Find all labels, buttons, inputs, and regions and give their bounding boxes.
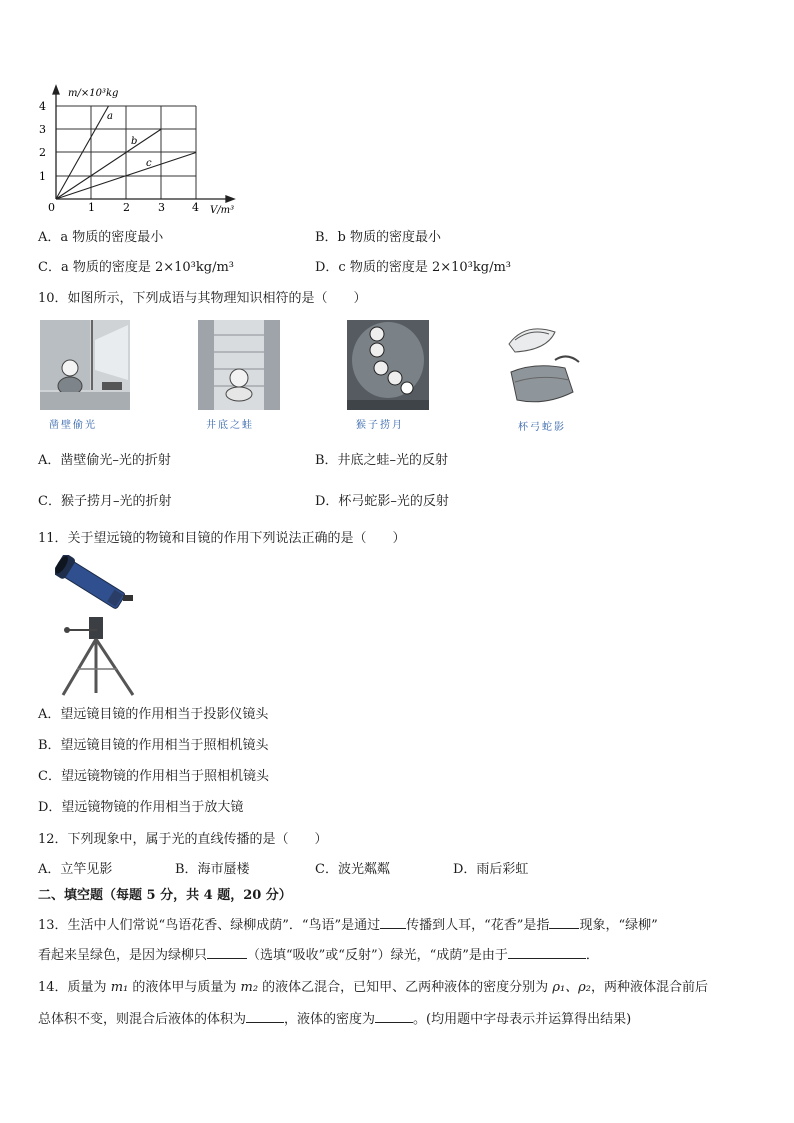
q12-option-c[interactable]: C．波光粼粼 [315,862,390,877]
axes [53,86,234,202]
q12-option-b[interactable]: B．海市蜃楼 [175,862,250,877]
answer-blank[interactable] [380,916,406,929]
well-frog-picture [198,320,280,410]
q11-option-a[interactable]: A．望远镜目镜的作用相当于投影仪镜头 [38,707,269,722]
caption-1: 凿壁偷光 [49,420,97,431]
q13-line1 [38,916,658,934]
caption-2: 井底之蛙 [206,420,254,431]
monkeys-moon-picture [347,320,429,410]
y-tick: 2 [39,146,46,159]
q9-option-d[interactable]: D．c 物质的密度是 2×10³kg/m³ [315,260,512,275]
chiseling-wall-picture [40,320,130,410]
x-tick: 1 [88,201,95,214]
q14-text: ，液体的密度为 [284,1012,376,1027]
q14-text: ，两种液体混合前后 [591,980,709,995]
line-label-c: c [146,158,152,169]
q14-line2 [38,1010,631,1028]
q14-text: 14．质量为 [38,980,111,995]
q10-option-c[interactable]: C．猴子捞月–光的折射 [38,494,172,509]
q14-text: 总体积不变，则混合后液体的体积为 [38,1012,247,1027]
caption-4: 杯弓蛇影 [518,422,566,433]
x-tick: 2 [123,201,130,214]
q14-text: 的液体乙混合，已知甲、乙两种液体的密度分别为 [258,980,553,995]
section-title: 二、填空题（每题 5 分，共 4 题，20 分） [38,888,292,903]
q14-var-rho: ρ₁、ρ₂ [552,980,592,995]
q13-text: （选填“吸收”或“反射”）绿光，“成荫”是由于 [247,948,508,963]
caption-3: 猴子捞月 [356,420,404,431]
answer-blank[interactable] [508,946,586,959]
q14-line1 [38,980,708,996]
q9-option-c[interactable]: C．a 物质的密度是 2×10³kg/m³ [38,260,234,275]
q11-option-c[interactable]: C．望远镜物镜的作用相当于照相机镜头 [38,769,269,784]
x-axis-label: V/m³ [210,205,235,216]
q13-text: ． [585,948,599,963]
q10-option-d[interactable]: D．杯弓蛇影–光的反射 [315,494,449,509]
q12-option-d[interactable]: D．雨后彩虹 [453,862,529,877]
q14-text: 的液体甲与质量为 [128,980,241,995]
density-graph [30,82,260,217]
bow-cup-picture [495,322,585,410]
y-tick: 1 [39,170,46,183]
y-tick: 4 [39,100,46,113]
q13-text: 13．生活中人们常说“鸟语花香、绿柳成荫”．“鸟语”是通过 [38,918,381,933]
y-axis-label: m/×10³kg [68,88,119,99]
y-tick: 3 [39,123,46,136]
q14-var-m2: m₂ [240,980,259,995]
q9-option-b[interactable]: B．b 物质的密度最小 [315,230,442,245]
q11-option-b[interactable]: B．望远镜目镜的作用相当于照相机镜头 [38,738,269,753]
answer-blank[interactable] [246,1010,284,1023]
answer-blank[interactable] [207,946,247,959]
q12-option-a[interactable]: A．立竿见影 [38,862,113,877]
q11-stem: 11．关于望远镜的物镜和目镜的作用下列说法正确的是（ ） [38,531,406,546]
q14-var-m1: m₁ [110,980,129,995]
line-label-b: b [131,136,138,147]
x-tick: 3 [158,201,165,214]
line-label-a: a [107,111,113,122]
q10-stem: 10．如图所示，下列成语与其物理知识相符的是（ ） [38,291,367,306]
telescope-picture [55,555,145,700]
q11-option-d[interactable]: D．望远镜物镜的作用相当于放大镜 [38,800,244,815]
answer-blank[interactable] [549,916,579,929]
answer-blank[interactable] [375,1010,413,1023]
q13-text: 看起来呈绿色，是因为绿柳只 [38,948,208,963]
q10-option-b[interactable]: B．井底之蛙–光的反射 [315,453,449,468]
q9-option-a[interactable]: A．a 物质的密度最小 [38,230,164,245]
q13-text: 现象，“绿柳” [579,918,658,933]
q10-option-a[interactable]: A．凿壁偷光–光的折射 [38,453,171,468]
q12-stem: 12．下列现象中，属于光的直线传播的是（ ） [38,832,328,847]
q13-text: 传播到人耳，“花香”是指 [406,918,550,933]
q14-text: 。(均用题中字母表示并运算得出结果) [413,1012,632,1027]
x-tick: 0 [48,201,55,214]
x-tick: 4 [192,201,199,214]
q13-line2 [38,946,599,964]
